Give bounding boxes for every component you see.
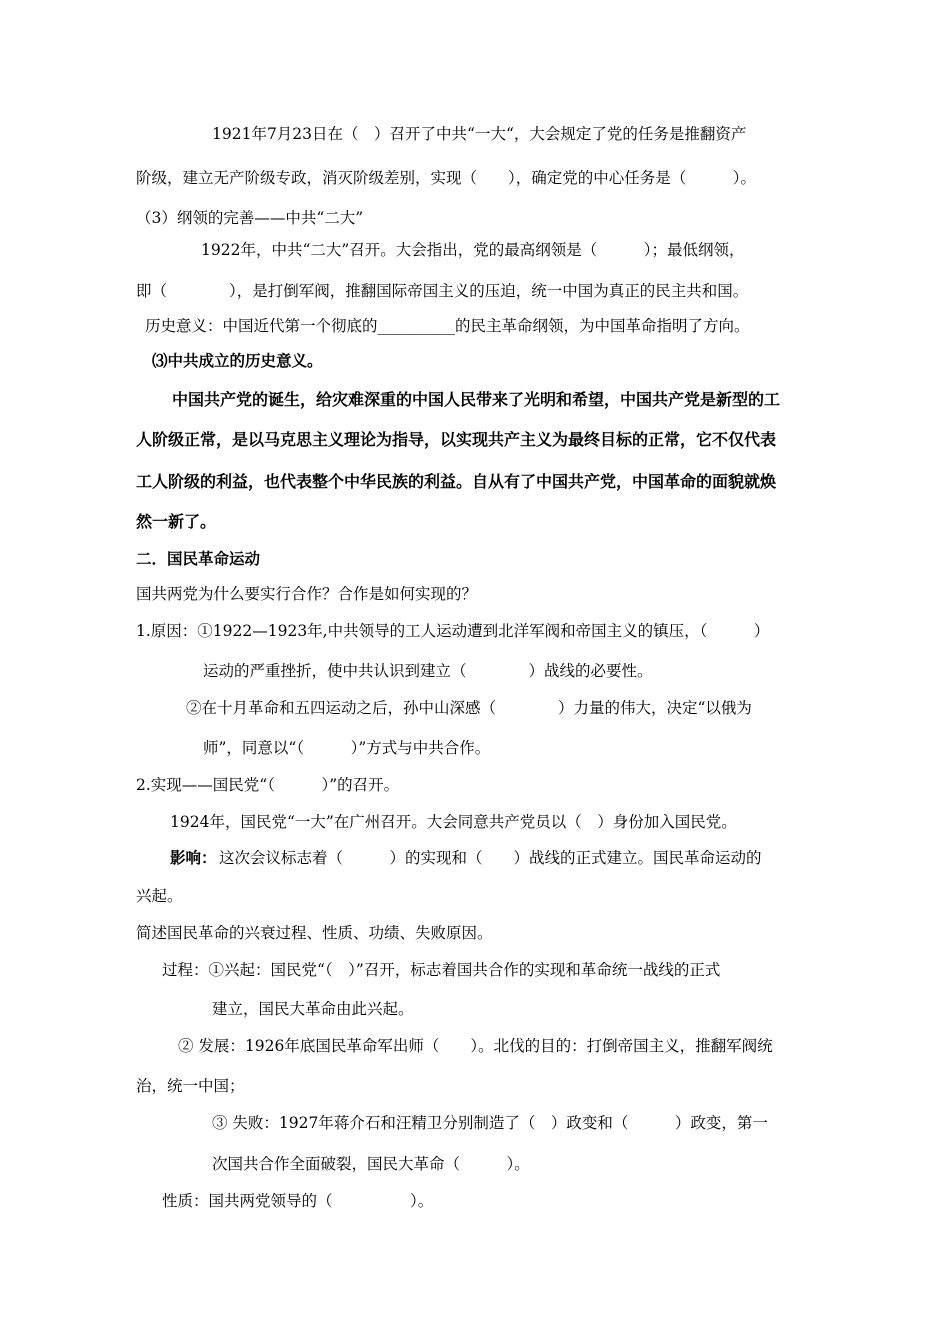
text-line: 2.实现——国民党“（ ）”的召开。 [136, 776, 400, 794]
text-line: ②在十月革命和五四运动之后，孙中山深感（ ）力量的伟大，决定“以俄为 [186, 699, 752, 717]
text-line: 运动的严重挫折，使中共认识到建立（ ）战线的必要性。 [203, 662, 653, 680]
text-line: ③ 失败：1927年蒋介石和汪精卫分别制造了（ ）政变和（ ）政变，第一 [212, 1114, 768, 1132]
text-line: 兴起。 [136, 887, 183, 905]
section-heading: ⑶中共成立的历史意义。 [152, 351, 323, 370]
section-heading: （3）纲领的完善——中共“二大” [136, 209, 364, 227]
text-line: 中国共产党的诞生，给灾难深重的中国人民带来了光明和希望，中国共产党是新型的工 [172, 390, 781, 409]
text-line: 阶级，建立无产阶级专政，消灭阶级差别，实现（ ），确定党的中心任务是（ ）。 [136, 169, 757, 187]
text-line: 人阶级正常，是以马克思主义理论为指导，以实现共产主义为最终目标的正常，它不仅代表 [136, 430, 777, 449]
section-heading: 二．国民革命运动 [136, 549, 261, 568]
text-line: 过程：①兴起：国民党“（ ）”召开，标志着国共合作的实现和革命统一战线的正式 [162, 961, 721, 979]
text-line: 性质：国共两党领导的（ ）。 [162, 1192, 434, 1210]
text-line: 1.原因：①1922—1923年,中共领导的工人运动遭到北洋军阀和帝国主义的镇压，（ ） [136, 622, 770, 640]
text-line: 师”，同意以“（ ）”方式与中共合作。 [203, 739, 491, 757]
text-line: 简述国民革命的兴衰过程、性质、功绩、失败原因。 [136, 924, 493, 942]
text-line: 1922年，中共“二大”召开。大会指出，党的最高纲领是（ ）；最低纲领， [201, 241, 745, 259]
text-line: 历史意义：中国近代第一个彻底的__________的民主革命纲领，为中国革命指明了方向。 [145, 317, 750, 335]
text-line: 工人阶级的利益，也代表整个中华民族的利益。自从有了中国共产党，中国革命的面貌就焕 [136, 472, 777, 491]
text-line: 次国共合作全面破裂，国民大革命（ ）。 [212, 1155, 530, 1173]
text-line: 这次会议标志着（ ）的实现和（ ）战线的正式建立。国民革命运动的 [219, 849, 762, 867]
text-line: 即（ ），是打倒军阀，推翻国际帝国主义的压迫，统一中国为真正的民主共和国。 [136, 282, 749, 300]
text-line: 治，统一中国； [136, 1077, 245, 1095]
impact-label: 影响： [170, 848, 217, 867]
text-line: 1921年7月23日在（ ）召开了中共“一大“，大会规定了党的任务是推翻资产 [212, 125, 747, 143]
text-line: 国共两党为什么要实行合作？合作是如何实现的？ [136, 585, 478, 603]
text-line: ② 发展：1926年底国民革命军出师（ ）。北伐的目的：打倒帝国主义，推翻军阀统 [178, 1037, 773, 1055]
text-line: 建立，国民大革命由此兴起。 [212, 1000, 414, 1018]
text-line: 1924年，国民党“一大”在广州召开。大会同意共产党员以（ ）身份加入国民党。 [170, 813, 737, 831]
text-line: 然一新了。 [136, 512, 217, 531]
